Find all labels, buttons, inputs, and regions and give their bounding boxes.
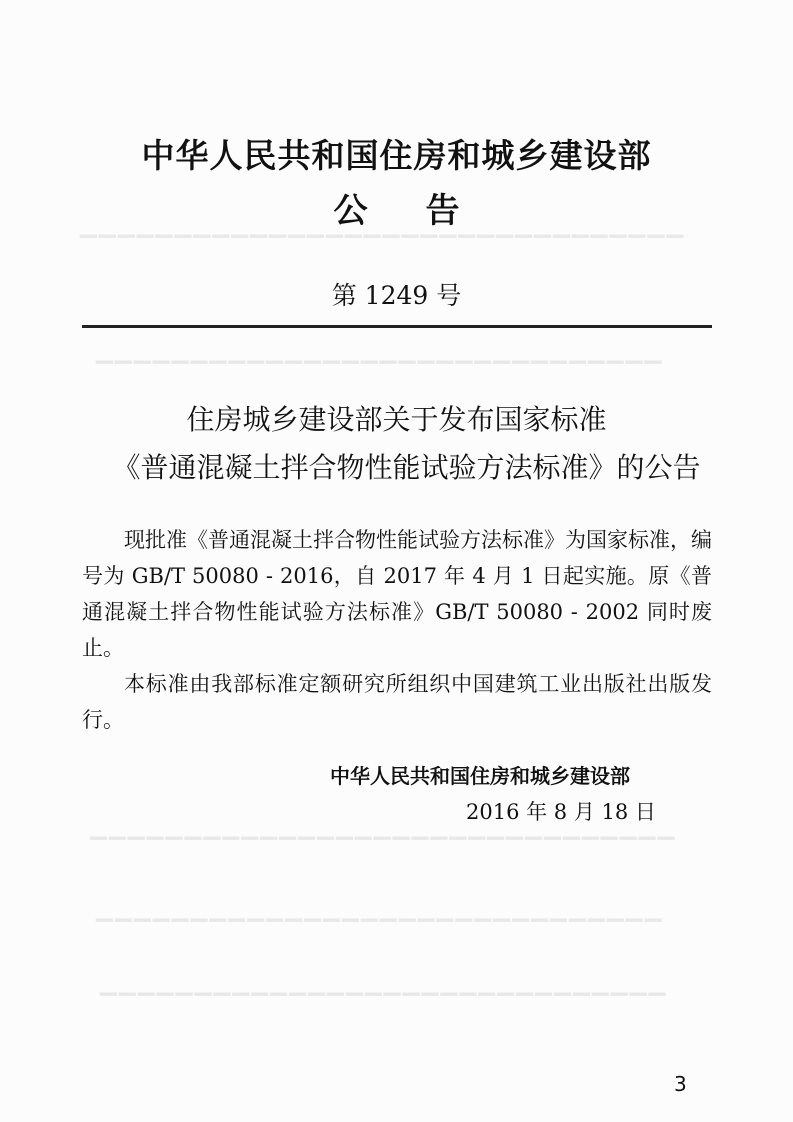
document-type: 公告 [333,191,518,231]
bleed-through-texture: ▔▔▔▔▔▔▔▔▔▔▔▔▔▔▔▔▔▔▔▔▔▔▔▔▔▔▔▔▔▔ [100,994,668,1019]
headline-line-2: 《普通混凝土拌合物性能试验方法标准》的公告 [112,451,701,484]
bleed-through-texture: ▔▔▔▔▔▔▔▔▔▔▔▔▔▔▔▔▔▔▔▔▔▔▔▔▔▔▔▔▔▔▔ [90,838,677,863]
page-number: 3 [674,1072,687,1096]
issuer-title: 中华人民共和国住房和城乡建设部 [141,136,652,175]
document-number: 第 1249 号 [331,281,462,310]
body-paragraph: 现批准《普通混凝土拌合物性能试验方法标准》为国家标准，编号为 GB/T 50080 - 2016，自 2017 年 4 月 1 日起实施。原《普通混凝土拌合物性能试验方法标准》GB/T 50080 - 2002 同时废止。 [82,528,712,660]
signature-date: 2016 年 8 月 18 日 [466,800,656,824]
body-paragraph: 本标准由我部标准定额研究所组织中国建筑工业出版社出版发行。 [82,672,712,732]
bleed-through-texture: ▔▔▔▔▔▔▔▔▔▔▔▔▔▔▔▔▔▔▔▔▔▔▔▔▔▔▔▔▔▔ [96,920,664,945]
signature-organization: 中华人民共和国住房和城乡建设部 [330,764,630,788]
announcement-body [82,522,712,738]
bleed-through-texture: ▔▔▔▔▔▔▔▔▔▔▔▔▔▔▔▔▔▔▔▔▔▔▔▔▔▔▔▔▔▔ [96,362,664,387]
headline-line-1: 住房城乡建设部关于发布国家标准 [186,403,607,436]
bleed-through-texture: ▔▔▔▔▔▔▔▔▔▔▔▔▔▔▔▔▔▔▔▔▔▔▔▔▔▔▔▔▔▔▔▔ [80,236,686,261]
header-divider [82,325,712,328]
